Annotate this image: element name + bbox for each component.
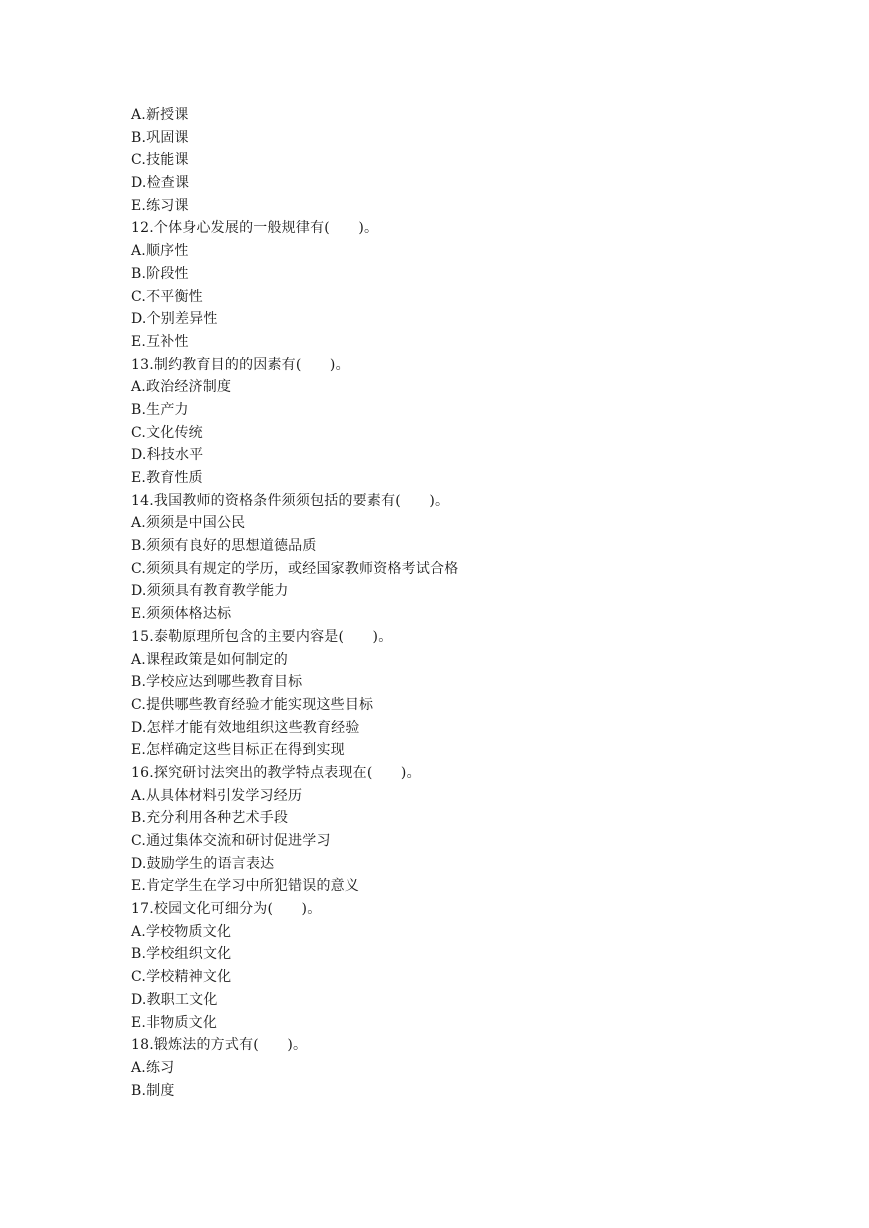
question-16-option-b: B.充分利用各种艺术手段: [131, 810, 289, 827]
question-17-option-e: E.非物质文化: [131, 1014, 218, 1031]
option-c-skill-lesson: C.技能课: [131, 152, 189, 169]
question-12: 12.个体身心发展的一般规律有( )。: [131, 220, 379, 237]
question-13-option-e: E.教育性质: [131, 470, 203, 486]
question-list: [131, 104, 771, 1102]
question-15-option-d: D.怎样才能有效地组织这些教育经验: [131, 719, 360, 736]
question-12-option-b: B.阶段性: [131, 265, 189, 282]
question-15-option-e: E.怎样确定这些目标正在得到实现: [131, 742, 345, 759]
question-17: 17.校园文化可细分为( )。: [131, 901, 322, 918]
question-15-option-a: A.课程政策是如何制定的: [131, 651, 288, 668]
option-d-inspection-lesson: D.检查课: [131, 175, 190, 192]
question-18-option-b: B.制度: [131, 1082, 175, 1099]
question-15-option-c: C.提供哪些教育经验才能实现这些目标: [131, 696, 374, 713]
question-17-option-b: B.学校组织文化: [131, 946, 232, 963]
question-12-option-c: C.不平衡性: [131, 288, 203, 305]
option-a-new-lesson: A.新授课: [131, 107, 189, 123]
question-13-option-c: C.文化传统: [131, 424, 203, 441]
question-13-option-a: A.政治经济制度: [131, 379, 232, 396]
question-14-option-c: C.须须具有规定的学历，或经国家教师资格考试合格: [131, 560, 459, 577]
question-13-option-d: D.科技水平: [131, 447, 204, 464]
question-17-option-a: A.学校物质文化: [131, 923, 232, 940]
question-16: 16.探究研讨法突出的教学特点表现在( )。: [131, 764, 421, 781]
question-17-option-d: D.教职工文化: [131, 991, 218, 1008]
question-18: 18.锻炼法的方式有( )。: [131, 1037, 308, 1054]
question-16-option-e: E.肯定学生在学习中所犯错误的意义: [131, 878, 360, 895]
question-14-option-e: E.须须体格达标: [131, 606, 232, 623]
question-18-option-a: A.练习: [131, 1059, 175, 1076]
question-16-option-d: D.鼓励学生的语言表达: [131, 855, 275, 872]
question-13: 13.制约教育目的的因素有( )。: [131, 356, 350, 373]
question-16-option-a: A.从具体材料引发学习经历: [131, 787, 303, 804]
question-16-option-c: C.通过集体交流和研讨促进学习: [131, 833, 331, 849]
question-14-option-b: B.须须有良好的思想道德品质: [131, 538, 317, 555]
option-e-practice-lesson: E.练习课: [131, 197, 189, 214]
question-14-option-d: D.须须具有教育教学能力: [131, 583, 289, 600]
question-15-option-b: B.学校应达到哪些教育目标: [131, 674, 303, 691]
question-14-option-a: A.须须是中国公民: [131, 515, 246, 532]
question-14: 14.我国教师的资格条件须须包括的要素有( )。: [131, 492, 450, 509]
question-17-option-c: C.学校精神文化: [131, 969, 232, 986]
question-12-option-d: D.个别差异性: [131, 311, 218, 328]
option-b-consolidation-lesson: B.巩固课: [131, 129, 189, 146]
question-13-option-b: B.生产力: [131, 401, 189, 418]
question-12-option-a: A.顺序性: [131, 243, 189, 260]
question-12-option-e: E.互补性: [131, 333, 189, 350]
question-15: 15.泰勒原理所包含的主要内容是( )。: [131, 628, 393, 645]
